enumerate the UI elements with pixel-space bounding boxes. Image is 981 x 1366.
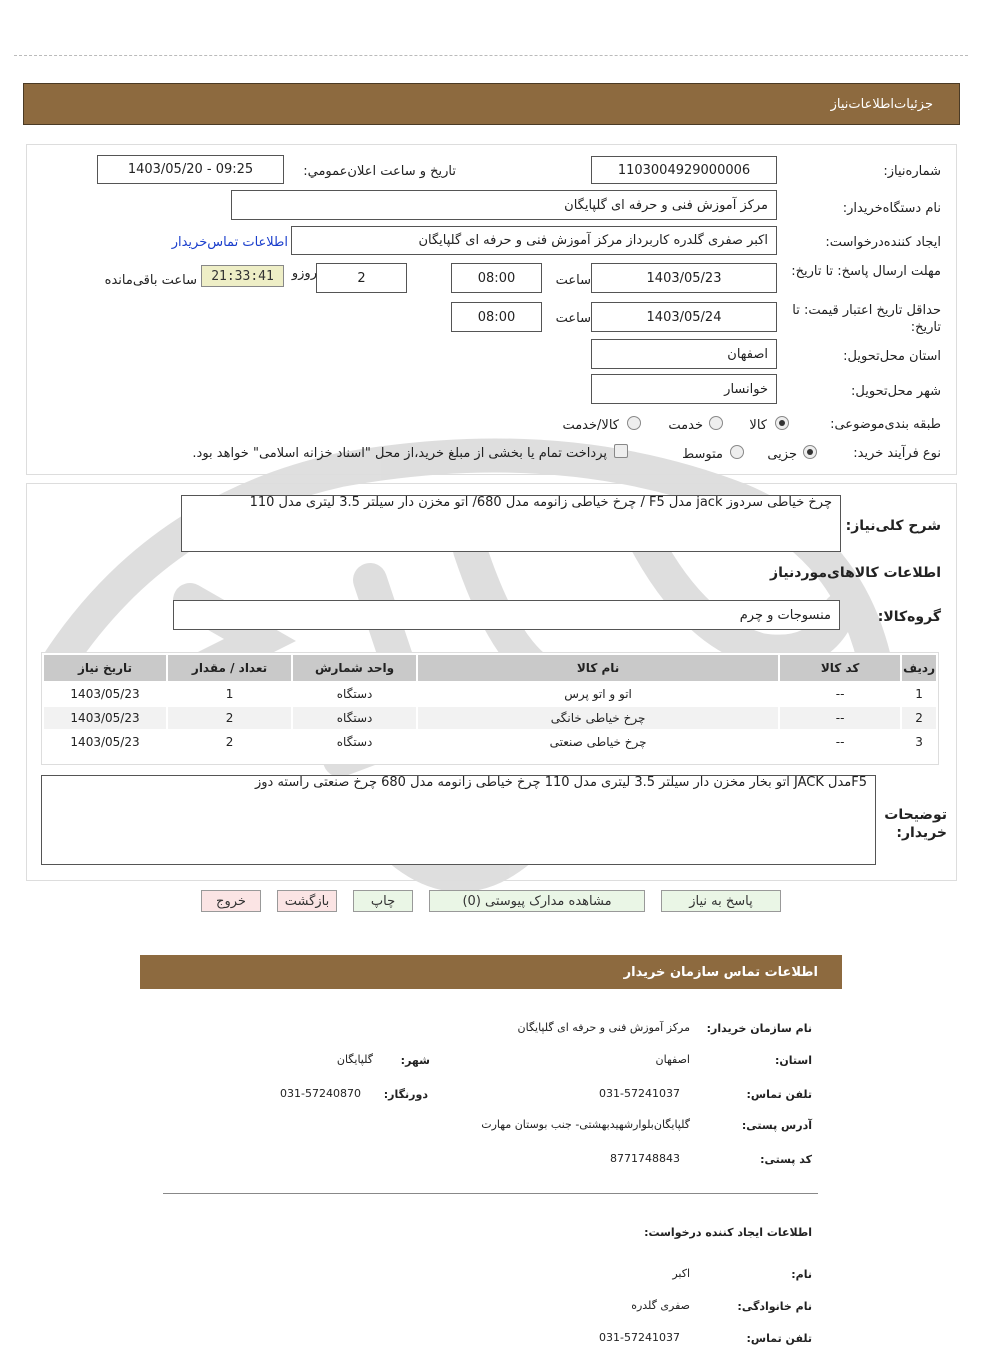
validity-time-label: ساعت <box>555 311 591 326</box>
notes-field: F5مدل JACK اتو بخار مخزن دار سیلتر 3.5 لیتری مدل 110 چرخ خیاطی زانومه مدل 680 چرخ صنعتی راسته دوز <box>41 775 876 865</box>
category-option-service: خدمت <box>668 418 703 433</box>
cell-qty: 2 <box>168 731 291 753</box>
process-option-medium: متوسط <box>682 447 723 462</box>
days-field: 2 <box>316 263 407 293</box>
contact-divider <box>163 1193 818 1194</box>
cell-date: 1403/05/23 <box>44 731 166 753</box>
attachments-button[interactable]: مشاهده مدارک پیوستی (0) <box>429 890 645 912</box>
contact-phone-value: 031-57241037 <box>599 1087 680 1100</box>
cell-unit: دستگاه <box>293 707 416 729</box>
creator-phone-value: 031-57241037 <box>599 1331 680 1344</box>
category-radio-both[interactable] <box>627 416 641 430</box>
notes-label: توضیحات خریدار: <box>884 807 947 841</box>
contact-province-value: اصفهان <box>655 1053 690 1066</box>
cell-code: -- <box>780 731 900 753</box>
contact-address-label: آدرس پستی: <box>741 1119 812 1132</box>
deadline-time-field: 08:00 <box>451 263 542 293</box>
creator-last-name-label: نام خانوادگی: <box>737 1300 812 1313</box>
contact-city-value: گلپایگان <box>336 1053 373 1066</box>
page-header <box>23 83 960 125</box>
contact-postal-label: کد پستی: <box>760 1153 812 1166</box>
exit-button[interactable]: خروج <box>201 890 261 912</box>
process-option-minor: جزیی <box>767 447 797 462</box>
validity-label: حداقل تاریخ اعتبار قیمت: تا تاریخ: <box>792 303 941 335</box>
treasury-checkbox[interactable] <box>614 444 628 458</box>
summary-label: شرح کلی‌نیاز: <box>845 518 941 534</box>
creator-first-name-label: نام: <box>791 1268 812 1281</box>
contact-org-label: نام سازمان خریدار: <box>706 1022 812 1035</box>
col-header-date: تاریخ نیاز <box>44 655 166 681</box>
category-option-goods: کالا <box>749 418 767 433</box>
cell-row: 2 <box>902 707 936 729</box>
cell-name: چرخ خیاطی خانگی <box>418 707 778 729</box>
group-label: گروه‌کالا: <box>877 609 941 625</box>
page-title: جزئیات‌اطلاعات‌نیاز <box>830 96 933 112</box>
province-field: اصفهان <box>591 339 777 369</box>
category-radio-goods[interactable] <box>775 416 789 430</box>
process-radio-medium[interactable] <box>730 445 744 459</box>
top-divider <box>14 55 968 56</box>
payment-note: پرداخت تمام یا بخشی از مبلغ خرید،از محل "اسناد خزانه اسلامی" خواهد بود. <box>192 446 607 461</box>
validity-time-field: 08:00 <box>451 302 542 332</box>
cell-code: -- <box>780 683 900 705</box>
province-label: استان محل‌تحویل: <box>843 349 941 364</box>
contact-fax-value: 031-57240870 <box>280 1087 361 1100</box>
process-radio-minor[interactable] <box>803 445 817 459</box>
creator-phone-label: تلفن تماس: <box>746 1332 812 1345</box>
deadline-date-field: 1403/05/23 <box>591 263 777 293</box>
contact-org-value: مرکز آموزش فنی و حرفه ای گلپایگان <box>517 1021 690 1034</box>
contact-title: اطلاعات تماس سازمان خریدار <box>623 964 818 980</box>
contact-address-value: گلپایگان‌بلوارشهیدبهشتی- جنب بوستان مهارت <box>481 1118 690 1131</box>
col-header-qty: تعداد / مقدار <box>168 655 291 681</box>
category-option-both: کالا/خدمت <box>562 418 619 433</box>
category-label: طبقه بندی‌موضوعی: <box>830 417 941 432</box>
creator-first-name-value: اکبر <box>672 1267 690 1280</box>
creator-info-title: اطلاعات ایجاد کننده درخواست: <box>644 1226 812 1239</box>
contact-city-label: شهر: <box>400 1054 430 1067</box>
items-table-wrapper <box>41 652 939 765</box>
remaining-label: ساعت باقی‌مانده <box>104 273 197 288</box>
cell-name: اتو و اتو پرس <box>418 683 778 705</box>
col-header-name: نام کالا <box>418 655 778 681</box>
items-table <box>42 653 938 755</box>
deadline-label: مهلت ارسال پاسخ: تا تاریخ: <box>791 264 941 279</box>
process-label: نوع فرآیند خرید: <box>853 446 941 461</box>
group-field: منسوجات و چرم <box>173 600 840 630</box>
goods-info-title: اطلاعات کالاهای‌مورد‌نیاز <box>770 565 941 581</box>
cell-qty: 2 <box>168 707 291 729</box>
cell-name: چرخ خیاطی صنعتی <box>418 731 778 753</box>
cell-date: 1403/05/23 <box>44 683 166 705</box>
need-number-field: 1103004929000006 <box>591 156 777 184</box>
table-row <box>44 683 936 705</box>
buyer-contact-link[interactable]: اطلاعات تماس‌خریدار <box>171 235 288 250</box>
table-header-row <box>44 655 936 681</box>
cell-qty: 1 <box>168 683 291 705</box>
city-label: شهر محل‌تحویل: <box>851 384 941 399</box>
creator-field: اکبر صفری گلدره کاربرداز مرکز آموزش فنی و حرفه ای گلپایگان <box>291 226 777 255</box>
cell-unit: دستگاه <box>293 683 416 705</box>
cell-unit: دستگاه <box>293 731 416 753</box>
announce-field: 1403/05/20 - 09:25 <box>97 155 284 184</box>
cell-row: 1 <box>902 683 936 705</box>
days-label: روزو <box>291 266 317 281</box>
contact-province-label: استان: <box>775 1054 812 1067</box>
col-header-code: کد کالا <box>780 655 900 681</box>
announce-label: تاریخ و ساعت اعلان‌عمومي: <box>303 164 456 179</box>
creator-label: ایجاد کننده‌درخواست: <box>825 235 941 250</box>
city-field: خوانسار <box>591 374 777 404</box>
validity-date-field: 1403/05/24 <box>591 302 777 332</box>
contact-phone-label: تلفن تماس: <box>746 1088 812 1101</box>
buyer-org-label: نام دستگاه‌خریدار: <box>842 201 941 216</box>
countdown-timer: 21:33:41 <box>201 265 284 287</box>
contact-fax-label: دورنگار: <box>383 1088 428 1101</box>
buyer-org-field: مرکز آموزش فنی و حرفه ای گلپایگان <box>231 190 777 220</box>
table-row <box>44 731 936 753</box>
category-radio-service[interactable] <box>709 416 723 430</box>
col-header-unit: واحد شمارش <box>293 655 416 681</box>
cell-code: -- <box>780 707 900 729</box>
col-header-row: ردیف <box>902 655 936 681</box>
summary-field: چرخ خیاطی سردوز jack مدل F5 / چرخ خیاطی زانومه مدل 680/ اتو مخزن دار سیلتر 3.5 لیتری مدل 110 <box>181 495 841 552</box>
reply-button[interactable]: پاسخ به نیاز <box>661 890 781 912</box>
print-button[interactable]: چاپ <box>353 890 413 912</box>
contact-header <box>140 955 842 989</box>
table-row <box>44 707 936 729</box>
cell-row: 3 <box>902 731 936 753</box>
cell-date: 1403/05/23 <box>44 707 166 729</box>
deadline-time-label: ساعت <box>555 273 591 288</box>
back-button[interactable]: بازگشت <box>277 890 337 912</box>
creator-last-name-value: صفری گلدره <box>631 1299 690 1312</box>
need-number-label: شماره‌نیاز: <box>883 164 941 179</box>
contact-postal-value: 8771748843 <box>610 1152 680 1165</box>
